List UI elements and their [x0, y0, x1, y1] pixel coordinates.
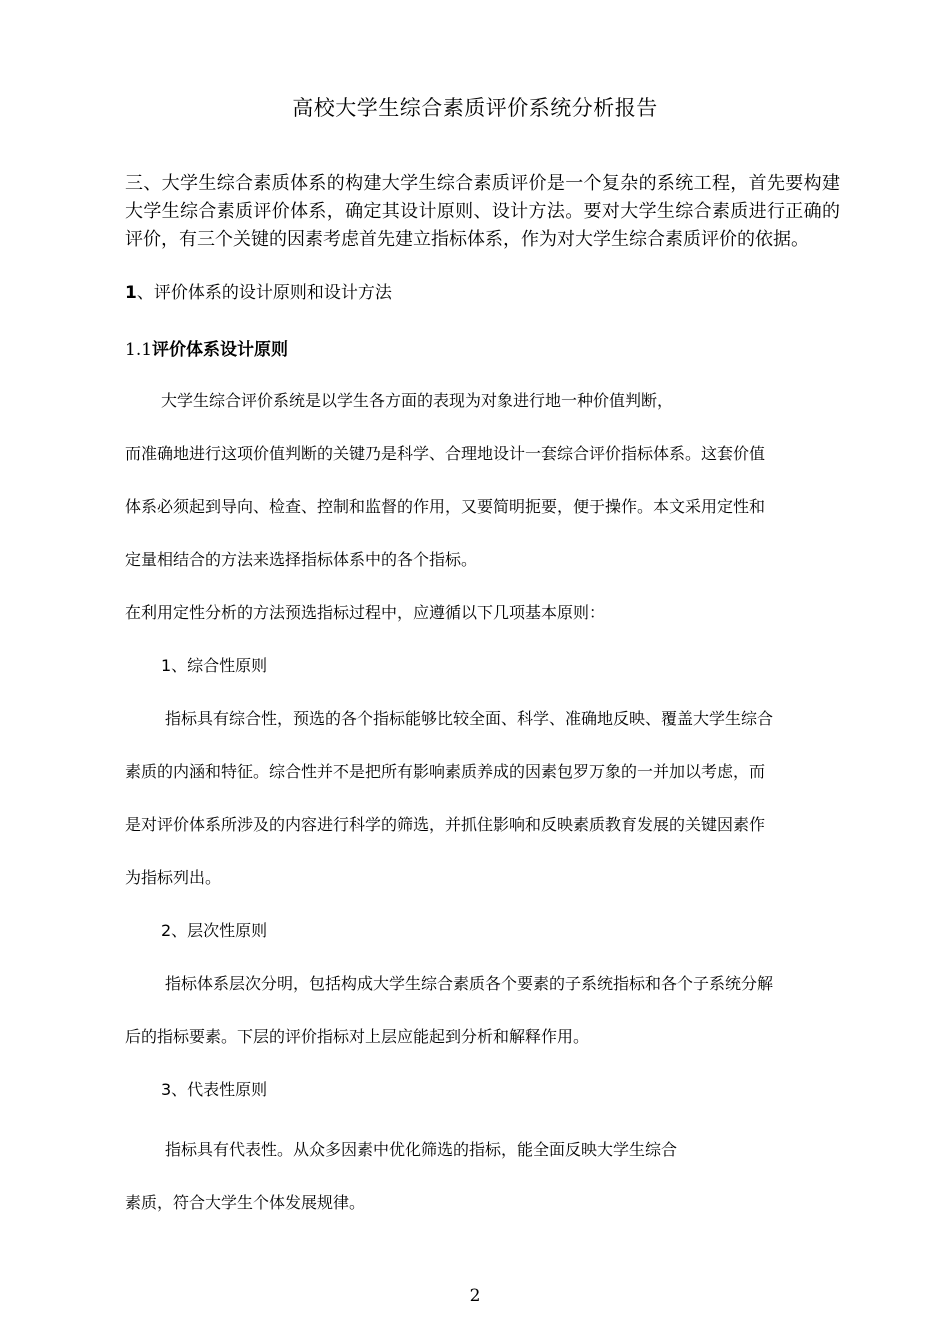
body-line: 定量相结合的方法来选择指标体系中的各个指标。: [125, 550, 478, 569]
principle-heading: 1、综合性原则: [161, 656, 268, 675]
body-line: 是对评价体系所涉及的内容进行科学的筛选，并抓住影响和反映素质教育发展的关键因素作: [125, 815, 766, 834]
body-line: 大学生综合评价系统是以学生各方面的表现为对象进行地一种价值判断，: [161, 391, 674, 410]
section-number: 1: [125, 283, 137, 303]
body-line: 而准确地进行这项价值判断的关键乃是科学、合理地设计一套综合评价指标体系。这套价值: [125, 444, 766, 463]
section-heading-text: 、评价体系的设计原则和设计方法: [136, 283, 392, 303]
intro-paragraph: 三、大学生综合素质体系的构建大学生综合素质评价是一个复杂的系统工程，首先要构建大学生综合素质评价体系，确定其设计原则、设计方法。要对大学生综合素质进行正确的评价，有三个关键的因素考虑首先建立指标体系，作为对大学生综合素质评价的依据。: [125, 173, 840, 250]
body-line: 素质，符合大学生个体发展规律。: [125, 1193, 366, 1212]
body-line: 体系必须起到导向、检查、控制和监督的作用，又要简明扼要，便于操作。本文采用定性和: [125, 497, 766, 516]
body-line: 指标具有综合性，预选的各个指标能够比较全面、科学、准确地反映、覆盖大学生综合: [165, 709, 774, 728]
body-line: 素质的内涵和特征。综合性并不是把所有影响素质养成的因素包罗万象的一并加以考虑，而: [125, 762, 766, 781]
subsection-number: 1.1: [125, 340, 153, 360]
body-line: 后的指标要素。下层的评价指标对上层应能起到分析和解释作用。: [125, 1027, 590, 1046]
body-line: 在利用定性分析的方法预选指标过程中，应遵循以下几项基本原则：: [125, 603, 606, 622]
principle-heading: 2、层次性原则: [161, 921, 268, 940]
body-line: 为指标列出。: [125, 868, 222, 887]
section-heading-1-1: [125, 335, 288, 360]
page-title: 高校大学生综合素质评价系统分析报告: [292, 96, 658, 120]
body-line: 指标具有代表性。从众多因素中优化筛选的指标，能全面反映大学生综合: [165, 1140, 678, 1159]
section-heading-1: [125, 278, 392, 303]
principle-heading: 3、代表性原则: [161, 1080, 268, 1099]
subsection-heading-text: 评价体系设计原则: [152, 340, 289, 360]
body-line: 指标体系层次分明，包括构成大学生综合素质各个要素的子系统指标和各个子系统分解: [165, 974, 774, 993]
page-number: 2: [469, 1286, 481, 1306]
